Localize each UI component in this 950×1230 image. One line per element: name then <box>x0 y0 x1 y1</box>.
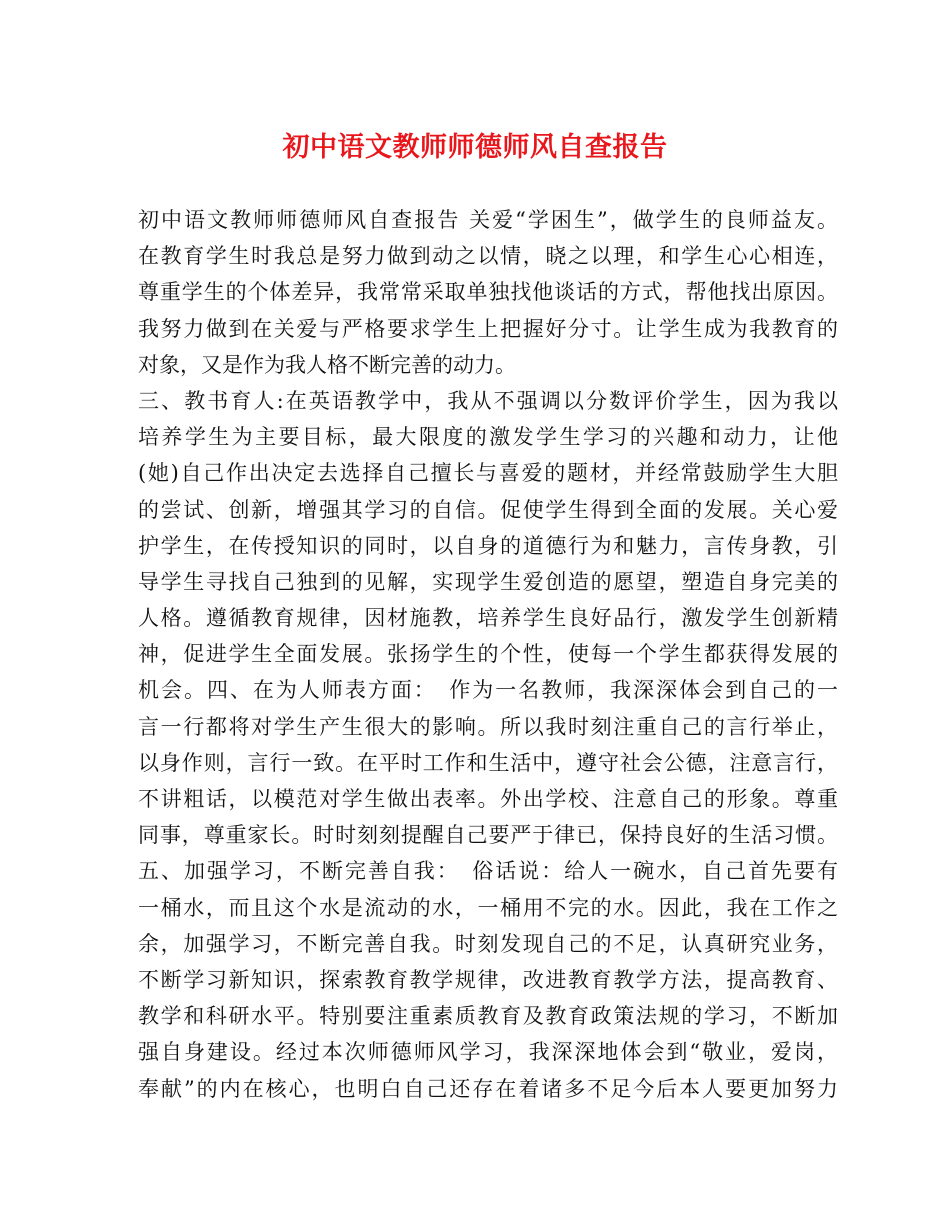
body-text-line: 机会。四、在为人师表方面： 作为一名教师，我深深体会到自己的一 <box>138 678 838 703</box>
body-text-line: 三、教书育人:在英语教学中，我从不强调以分数评价学生，因为我以 <box>138 388 838 413</box>
body-text-line: 在教育学生时我总是努力做到动之以情，晓之以理，和学生心心相连， <box>138 244 838 269</box>
body-text-line: 教学和科研水平。特别要注重素质教育及教育政策法规的学习，不断加 <box>138 1004 838 1029</box>
body-text-line: 人格。遵循教育规律，因材施教，培养学生良好品行，激发学生创新精 <box>138 606 838 631</box>
body-text-line: 余，加强学习，不断完善自我。时刻发现自己的不足，认真研究业务， <box>138 931 838 956</box>
body-text-line: 以身作则，言行一致。在平时工作和生活中，遵守社会公德，注意言行， <box>138 750 838 775</box>
body-text-line: (她)自己作出决定去选择自己擅长与喜爱的题材，并经常鼓励学生大胆 <box>138 461 838 486</box>
body-text-line: 一桶水，而且这个水是流动的水，一桶用不完的水。因此，我在工作之 <box>138 895 838 920</box>
body-text-line: 初中语文教师师德师风自查报告 关爱“学困生”，做学生的良师益友。 <box>138 208 838 232</box>
document-body <box>138 202 838 1107</box>
body-text-line: 强自身建设。经过本次师德师风学习，我深深地体会到“敬业，爱岗， <box>138 1040 838 1065</box>
body-text-line: 五、加强学习，不断完善自我： 俗话说：给人一碗水，自己首先要有 <box>138 859 838 884</box>
body-text-line: 导学生寻找自己独到的见解，实现学生爱创造的愿望，塑造自身完美的 <box>138 569 838 594</box>
body-text-line: 护学生，在传授知识的同时，以自身的道德行为和魅力，言传身教，引 <box>138 533 838 558</box>
body-text-line: 同事，尊重家长。时时刻刻提醒自己要严于律已，保持良好的生活习惯。 <box>138 823 838 848</box>
body-text-line: 的尝试、创新，增强其学习的自信。促使学生得到全面的发展。关心爱 <box>138 497 838 522</box>
body-text-line: 奉献”的内在核心，也明白自己还存在着诸多不足今后本人要更加努力 <box>138 1076 838 1101</box>
document-title: 初中语文教师师德师风自查报告 <box>282 132 668 163</box>
body-text-line: 对象，又是作为我人格不断完善的动力。 <box>138 352 516 377</box>
body-text-line: 我努力做到在关爱与严格要求学生上把握好分寸。让学生成为我教育的 <box>138 316 838 341</box>
body-text-line: 尊重学生的个体差异，我常常采取单独找他谈话的方式，帮他找出原因。 <box>138 280 838 305</box>
body-text-line: 不讲粗话，以模范对学生做出表率。外出学校、注意自己的形象。尊重 <box>138 787 838 811</box>
body-text-line: 言一行都将对学生产生很大的影响。所以我时刻注重自己的言行举止， <box>138 714 838 739</box>
body-text-line: 培养学生为主要目标，最大限度的激发学生学习的兴趣和动力，让他 <box>138 425 838 450</box>
body-text-line: 不断学习新知识，探索教育教学规律，改进教育教学方法，提高教育、 <box>138 967 838 992</box>
body-text-line: 神，促进学生全面发展。张扬学生的个性，使每一个学生都获得发展的 <box>138 642 838 667</box>
